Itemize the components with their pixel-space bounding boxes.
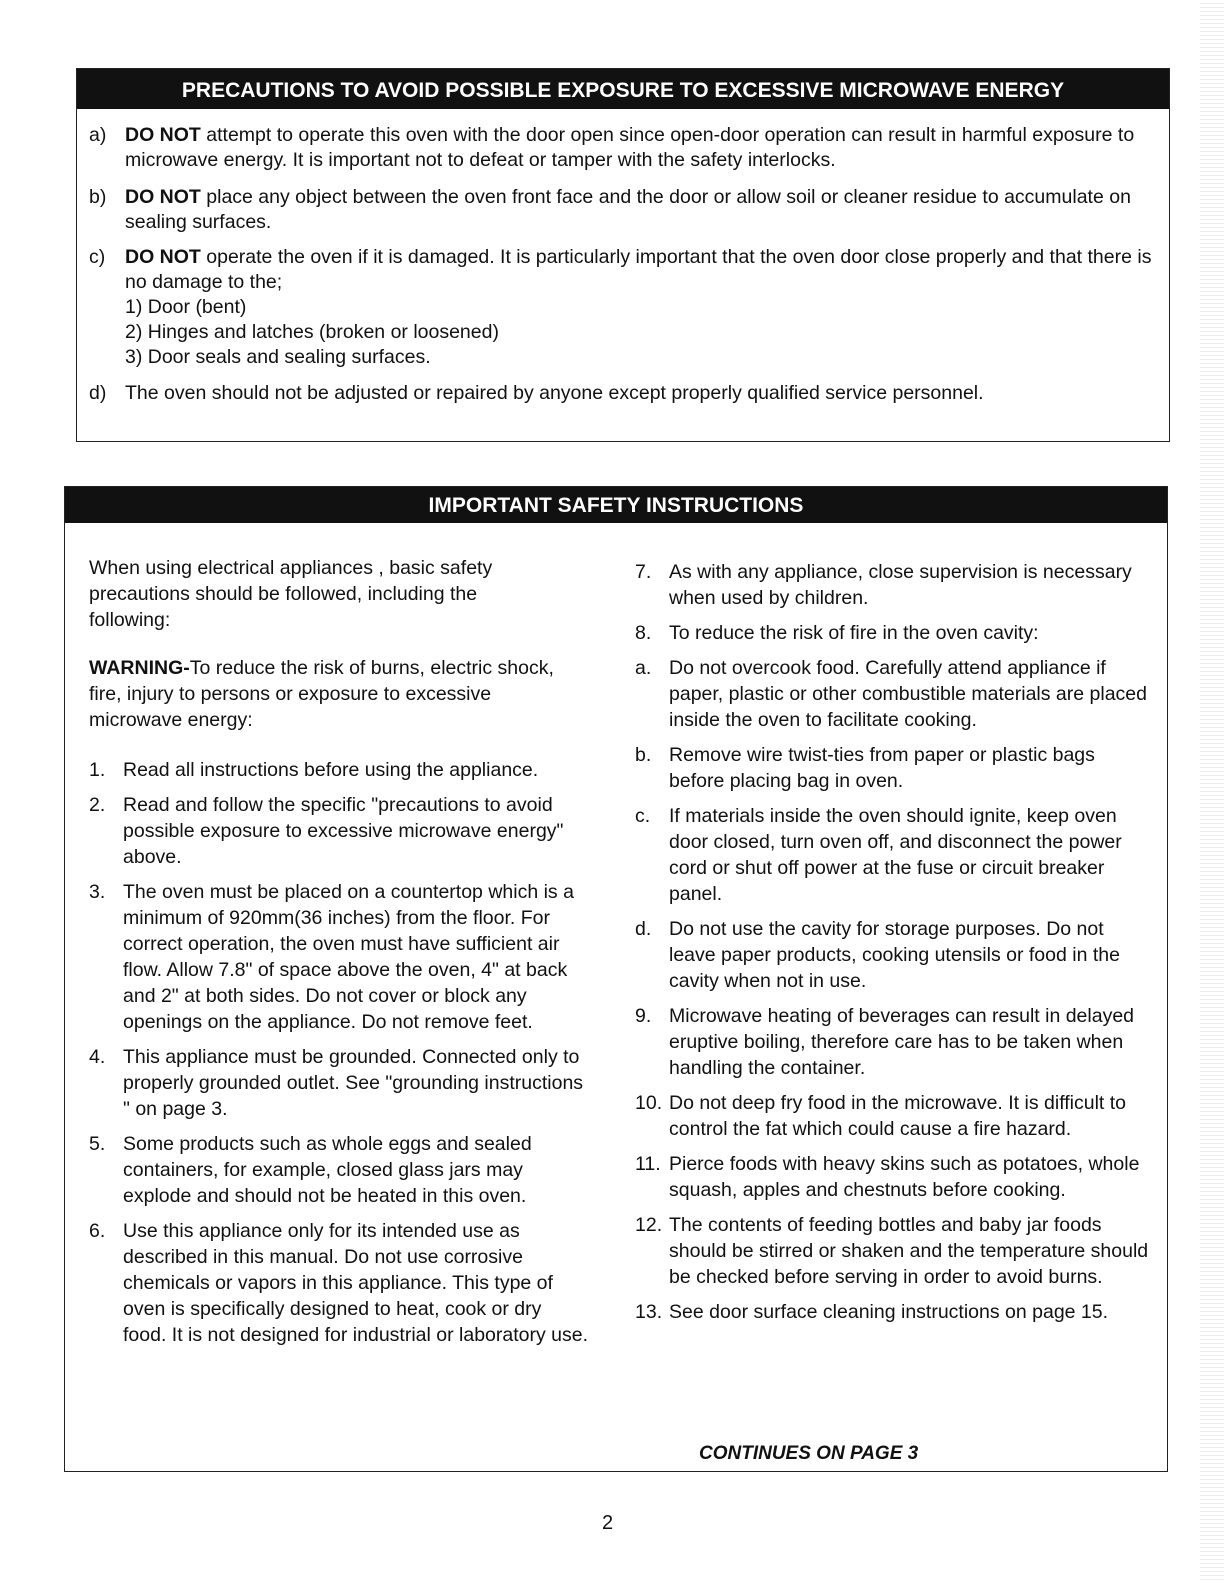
safety-item xyxy=(89,879,589,1035)
safety-item xyxy=(635,1151,1155,1203)
item-text: Do not deep fry food in the microwave. It is difficult to control the fat which could cause a fire hazard. xyxy=(669,1092,1127,1140)
item-text: See door surface cleaning instructions on page 15. xyxy=(669,1301,1109,1323)
item-number: 11. xyxy=(635,1153,661,1175)
safety-intro: When using electrical appliances , basic safety precautions should be followed, including the following: xyxy=(89,557,493,631)
item-number: 12. xyxy=(635,1214,663,1236)
safety-item xyxy=(635,1090,1155,1142)
safety-item xyxy=(89,792,589,870)
safety-box xyxy=(64,486,1168,1472)
item-text: Some products such as whole eggs and sealed containers, for example, closed glass jars may explode and should not be heated in this oven. xyxy=(123,1133,532,1207)
safety-item xyxy=(635,620,1155,646)
continues-note: CONTINUES ON PAGE 3 xyxy=(699,1443,919,1464)
safety-item xyxy=(635,655,1155,733)
item-text: Read and follow the specific "precautions to avoid possible exposure to excessive microwave energy" above. xyxy=(123,794,564,868)
item-text: If materials inside the oven should ignite, keep oven door closed, turn oven off, and disconnect the power cord or shut off power at the fuse or circuit breaker panel. xyxy=(669,805,1122,905)
item-text: The contents of feeding bottles and baby jar foods should be stirred or shaken and the temperature should be checked before serving in order to avoid burns. xyxy=(669,1214,1149,1288)
item-text: The oven must be placed on a countertop which is a minimum of 920mm(36 inches) from the floor. For correct operation, the oven must have sufficient air flow. Allow 7.8" of space above the oven, 4" at back and 2" at both sides. Do not cover or block any openings on the appliance. Do not remove feet. xyxy=(123,881,574,1033)
item-number: a. xyxy=(635,657,652,679)
safety-item xyxy=(635,1212,1155,1290)
item-text: Use this appliance only for its intended use as described in this manual. Do not use corrosive chemicals or vapors in this appliance. This type of oven is specifically designed to heat, cook or dry food. It is not designed for industrial or laboratory use. xyxy=(123,1220,589,1346)
precaution-c: c) DO NOT operate the oven if it is damaged. It is particularly important that the oven door close properly and that there is no damage to the; 1) Door (bent) 2) Hinges and latches (broken or loosened) 3) Door seals and sealing surfaces. xyxy=(89,246,1152,368)
item-number: 13. xyxy=(635,1301,663,1323)
safety-left-column xyxy=(89,555,589,1357)
item-text: This appliance must be grounded. Connected only to properly grounded outlet. See "grounding instructions " on page 3. xyxy=(123,1046,584,1120)
item-text: Do not overcook food. Carefully attend appliance if paper, plastic or other combustible materials are placed inside the oven to facilitate cooking. xyxy=(669,657,1147,731)
item-number: 4. xyxy=(89,1046,106,1068)
safety-item xyxy=(635,916,1155,994)
safety-right-column xyxy=(635,559,1155,1334)
safety-item xyxy=(89,1044,589,1122)
safety-item xyxy=(635,742,1155,794)
item-text: To reduce the risk of fire in the oven cavity: xyxy=(669,622,1039,644)
item-text: Do not use the cavity for storage purposes. Do not leave paper products, cooking utensils or food in the cavity when not in use. xyxy=(669,918,1120,992)
item-number: c. xyxy=(635,805,651,827)
safety-item xyxy=(635,803,1155,907)
scan-edge xyxy=(1200,0,1224,1583)
safety-item xyxy=(635,1003,1155,1081)
item-text: Remove wire twist-ties from paper or plastic bags before placing bag in oven. xyxy=(669,744,1095,792)
item-text: Pierce foods with heavy skins such as potatoes, whole squash, apples and chestnuts before cooking. xyxy=(669,1153,1140,1201)
item-text: Microwave heating of beverages can result in delayed eruptive boiling, therefore care has to be taken when handling the container. xyxy=(669,1005,1135,1079)
item-number: 10. xyxy=(635,1092,663,1114)
precautions-title: PRECAUTIONS TO AVOID POSSIBLE EXPOSURE TO EXCESSIVE MICROWAVE ENERGY xyxy=(77,69,1169,109)
safety-item xyxy=(89,757,589,783)
safety-item xyxy=(89,1218,589,1348)
item-number: d. xyxy=(635,918,652,940)
item-number: 1. xyxy=(89,759,106,781)
item-number: 8. xyxy=(635,622,652,644)
safety-item xyxy=(635,559,1155,611)
safety-item xyxy=(89,1131,589,1209)
safety-title: IMPORTANT SAFETY INSTRUCTIONS xyxy=(65,487,1167,523)
precaution-d: d) The oven should not be adjusted or repaired by anyone except properly qualified service personnel. xyxy=(89,382,984,404)
item-text: As with any appliance, close supervision is necessary when used by children. xyxy=(669,561,1132,609)
page-number: 2 xyxy=(602,1512,614,1534)
item-number: 9. xyxy=(635,1005,652,1027)
warning: WARNING-To reduce the risk of burns, electric shock, fire, injury to persons or exposure to excessive microwave energy: xyxy=(89,657,554,731)
item-number: 7. xyxy=(635,561,652,583)
item-number: b. xyxy=(635,744,652,766)
item-number: 6. xyxy=(89,1220,106,1242)
precautions-box xyxy=(76,68,1170,442)
precaution-b: b) DO NOT place any object between the oven front face and the door or allow soil or cleaner residue to accumulate on sealing surfaces. xyxy=(89,186,1131,233)
item-number: 3. xyxy=(89,881,106,903)
item-text: Read all instructions before using the appliance. xyxy=(123,759,539,781)
safety-item xyxy=(635,1299,1155,1325)
item-number: 2. xyxy=(89,794,106,816)
item-number: 5. xyxy=(89,1133,106,1155)
precaution-a: a) DO NOT attempt to operate this oven with the door open since open-door operation can result in harmful exposure to microwave energy. It is important not to defeat or tamper with the safety interlocks. xyxy=(89,124,1135,171)
